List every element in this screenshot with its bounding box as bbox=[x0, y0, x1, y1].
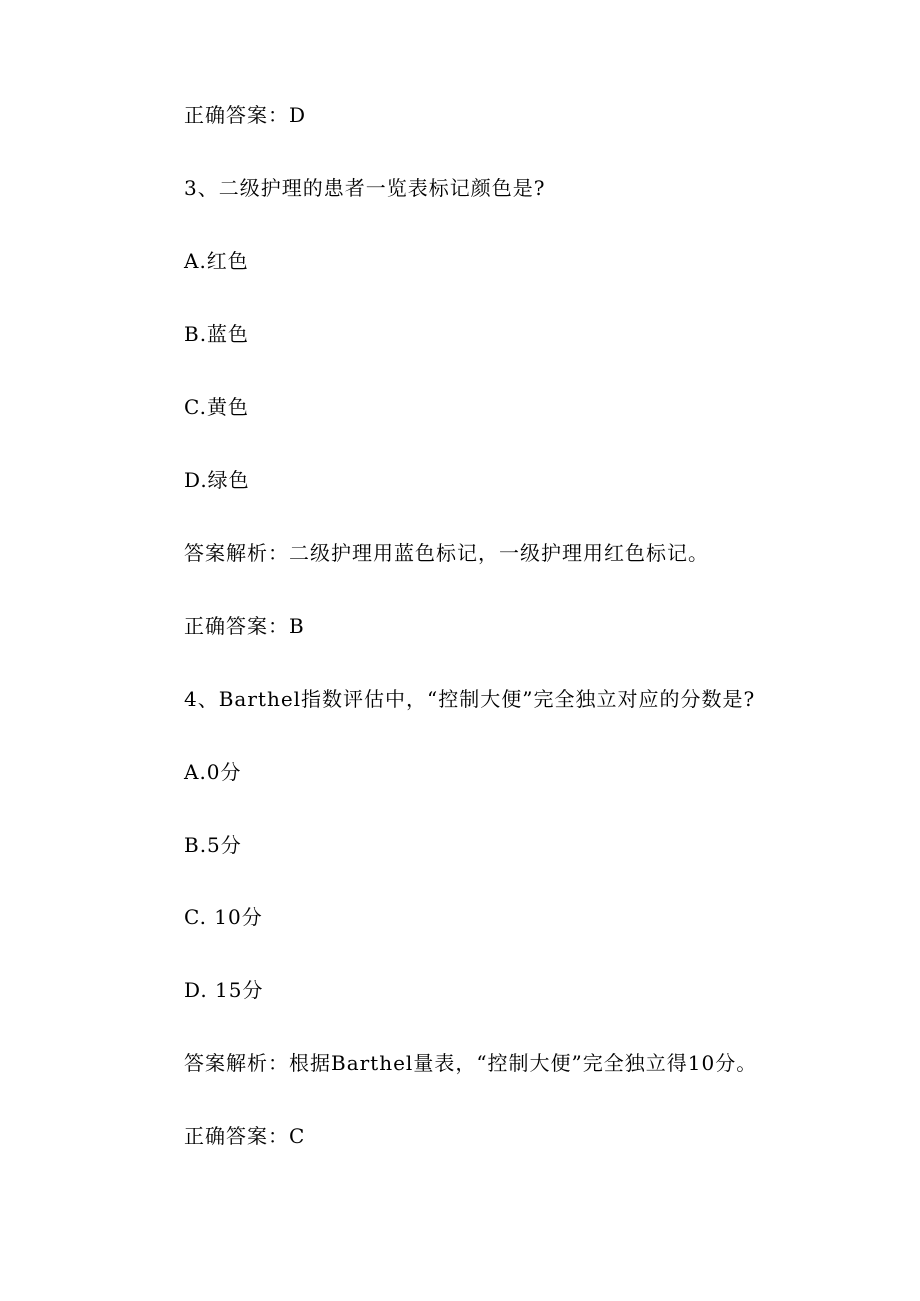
question-4-explanation: 答案解析：根据Barthel量表，“控制大便”完全独立得10分。 bbox=[184, 1051, 758, 1075]
question-3-text: 3、二级护理的患者一览表标记颜色是? bbox=[184, 176, 546, 200]
question-3-option-a: A.红色 bbox=[184, 249, 249, 273]
question-3-option-b: B.蓝色 bbox=[184, 322, 250, 346]
question-4-answer: 正确答案：C bbox=[184, 1124, 306, 1148]
question-3-explanation: 答案解析：二级护理用蓝色标记，一级护理用红色标记。 bbox=[184, 541, 709, 565]
question-3-option-c: C.黄色 bbox=[184, 395, 249, 419]
answer-line-q2: 正确答案：D bbox=[184, 103, 307, 127]
question-4-option-c: C. 10分 bbox=[184, 905, 263, 929]
question-4-option-b: B.5分 bbox=[184, 833, 242, 857]
question-3-option-d: D.绿色 bbox=[184, 468, 250, 492]
question-4-option-d: D. 15分 bbox=[184, 978, 264, 1002]
question-4-text: 4、Barthel指数评估中，“控制大便”完全独立对应的分数是? bbox=[184, 687, 756, 711]
question-3-answer: 正确答案：B bbox=[184, 614, 305, 638]
question-4-option-a: A.0分 bbox=[184, 760, 242, 784]
